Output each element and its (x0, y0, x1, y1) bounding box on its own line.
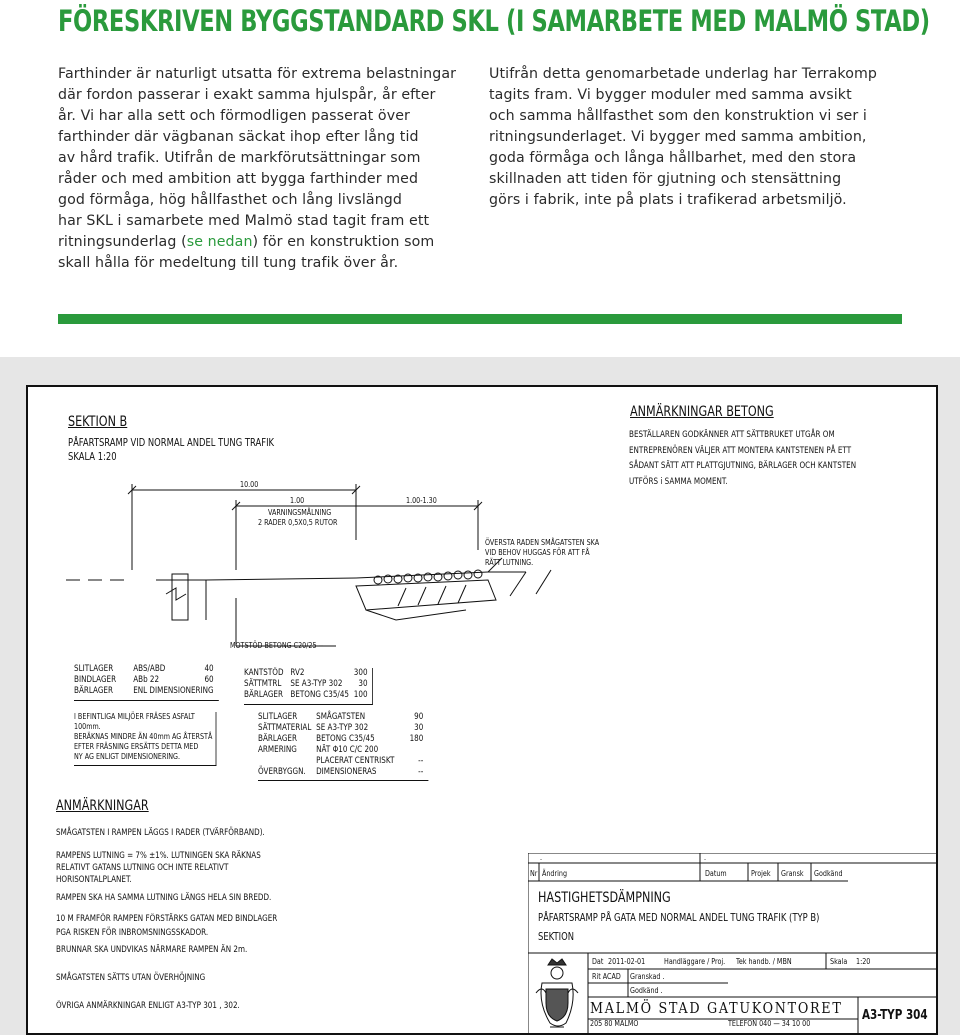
table-row (258, 767, 428, 778)
intro-left-text (58, 64, 478, 274)
table-row (258, 745, 428, 756)
tb-rit-label: Rit ACAD (592, 972, 621, 981)
spec-table-ramp (258, 712, 428, 781)
spec-label: ARMERING (258, 745, 297, 755)
spec-label: BÄRLAGER (74, 686, 113, 696)
tb-dot: . (704, 853, 707, 862)
note-line: RELATIVT GATANS LUTNING OCH INTE RELATIVT (56, 863, 229, 873)
note-line: HORISONTALPLANET. (56, 875, 132, 885)
spec-thickness: 30 (414, 723, 424, 733)
milling-notes (74, 712, 216, 766)
betong-notes-title: ANMÄRKNINGAR BETONG (630, 404, 774, 420)
section-scale: SKALA 1:20 (68, 451, 117, 463)
table-row (258, 723, 428, 734)
green-divider (58, 314, 902, 324)
intro-line (58, 232, 478, 253)
see-below-link[interactable]: se nedan (186, 234, 253, 250)
spec-material: RV2 (290, 668, 305, 678)
tb-drawing-code: A3-TYP 304 (862, 1008, 928, 1023)
note-line: ENTREPRENÖREN VÄLJER ATT MONTERA KANTSTENEN PÅ ETT (629, 445, 852, 456)
spec-material: SE A3-TYP 302 (290, 679, 343, 689)
spec-thickness: 30 (358, 679, 368, 689)
note-line: 10 M FRAMFÖR RAMPEN FÖRSTÄRKS GATAN MED BINDLAGER (56, 914, 278, 924)
spec-label: SLITLAGER (74, 664, 114, 674)
intro-line: god förmåga, hög hållfasthet och lång livslängd (58, 192, 403, 208)
tb-nr: Nr (530, 869, 538, 878)
tb-address: 205 80 MALMÖ (590, 1019, 639, 1028)
intro-line: Farthinder är naturligt utsatta för extrema belastningar (58, 66, 457, 82)
tb-skala-value: 1:20 (856, 957, 871, 966)
table-row (258, 756, 428, 767)
section-title: SEKTION B (68, 414, 128, 430)
spec-thickness: 100 (353, 690, 368, 700)
tb-andring: Ändring (542, 869, 568, 878)
intro-line: där fordon passerar i exakt samma hjulspår, år efter (58, 87, 436, 103)
dim-10m: 10.00 (240, 480, 259, 489)
intro-line: råder och med ambition att bygga farthinder med (58, 171, 419, 187)
note-line: ÖVERSTA RADEN SMÅGATSTEN SKA (485, 538, 600, 547)
spec-material: BETONG C35/45 (316, 734, 375, 744)
intro-line: goda förmåga och långa hållbarhet, med den stora (489, 150, 857, 166)
note-line: I BEFINTLIGA MILJÖER FRÄSES ASFALT (74, 712, 195, 721)
intro-line: farthinder där vägbanan säckat ihop efter lång tid (58, 129, 419, 145)
note-line: PGA RISKEN FÖR INBROMSNINGSSKADOR. (56, 928, 209, 938)
tb-gransk: Gransk (781, 869, 804, 878)
note-line: UTFÖRS i SAMMA MOMENT. (629, 476, 728, 487)
spec-material: SE A3-TYP 302 (316, 723, 369, 733)
coat-of-arms-icon (536, 959, 578, 1027)
notes-line-1: SMÅGATSTEN I RAMPEN LÄGGS I RADER (TVÄRFÖRBAND). (56, 828, 265, 838)
note-line: NY AG ENLIGT DIMENSIONERING. (74, 752, 181, 761)
note-line: VID BEHOV HUGGAS FÖR ATT FÅ (485, 548, 590, 557)
tb-godkand: Godkänd (814, 869, 843, 878)
notes-block-slope (56, 850, 261, 886)
note-line: RÄTT LUTNING. (485, 558, 534, 567)
page-heading: FÖRESKRIVEN BYGGSTANDARD SKL (I SAMARBETE MED MALMÖ STAD) (58, 4, 930, 38)
tb-datum: Datum (705, 869, 727, 878)
intro-line: skall hålla för medeltung till tung trafik över år. (58, 255, 399, 271)
notes-title: ANMÄRKNINGAR (56, 798, 149, 814)
table-row (244, 690, 372, 701)
spec-material: ABS/ABD (133, 664, 166, 674)
spec-thickness: -- (418, 767, 424, 777)
tb-dat-label: Dat (592, 957, 604, 966)
spec-material: BETONG C35/45 (290, 690, 349, 700)
spec-material: SMÅGATSTEN (316, 712, 366, 722)
tb-skala-label: Skala (830, 957, 848, 966)
spec-label (258, 756, 316, 767)
table-row (74, 675, 218, 686)
table-row (74, 686, 218, 697)
spec-label: BINDLAGER (74, 675, 117, 685)
spec-label: SÄTTMATERIAL (258, 723, 312, 733)
tb-sektion: SEKTION (538, 931, 574, 943)
note-line: 100mm. (74, 722, 101, 731)
intro-line: har SKL i samarbete med Malmö stad tagit fram ett (58, 213, 430, 229)
tb-telephone: TELEFON 040 — 34 10 00 (728, 1019, 811, 1028)
table-row (258, 734, 428, 745)
tb-handl-value: Tek handb. / MBN (736, 957, 792, 966)
varning-rows: 2 RADER 0,5X0,5 RUTOR (258, 518, 338, 527)
tb-dat-value: 2011-02-01 (608, 957, 646, 966)
spec-label: BÄRLAGER (258, 734, 297, 744)
intro-line: skillnaden att tiden för gjutning och stensättning (489, 171, 842, 187)
spec-thickness: 300 (353, 668, 368, 678)
notes-line-5: RAMPEN SKA HA SAMMA LUTNING LÄNGS HELA SIN BREDD. (56, 893, 272, 903)
tb-organization: MALMÖ STAD GATUKONTORET (590, 999, 843, 1017)
tb-granskad: Granskad . (630, 972, 665, 981)
notes-line-10: ÖVRIGA ANMÄRKNINGAR ENLIGT A3-TYP 301 , 302. (56, 1001, 240, 1011)
spec-thickness: 60 (204, 675, 214, 685)
notes-line-9: SMÅGATSTEN SÄTTS UTAN ÖVERHÖJNING (56, 973, 206, 983)
spec-material: PLACERAT CENTRISKT (316, 756, 395, 766)
tb-handl-label: Handläggare / Proj. (664, 957, 726, 966)
spec-label: ÖVERBYGGN. (258, 767, 306, 777)
spec-material: ABb 22 (133, 675, 160, 685)
varning-label: VARNINGSMÅLNING (268, 508, 332, 517)
table-row (244, 668, 372, 679)
spec-thickness: 40 (204, 664, 214, 674)
intro-right-text (489, 64, 909, 211)
intro-line: görs i fabrik, inte på plats i trafikerad arbetsmiljö. (489, 192, 847, 208)
notes-line-8: BRUNNAR SKA UNDVIKAS NÄRMARE RAMPEN ÄN 2m. (56, 945, 248, 955)
tb-godkand2: Godkänd . (630, 986, 663, 995)
note-line: RAMPENS LUTNING = 7% ±1%. LUTNINGEN SKA RÄKNAS (56, 851, 261, 861)
tb-dot: . (540, 853, 543, 862)
table-row (74, 664, 218, 675)
notes-block-bind (56, 912, 277, 940)
spec-table-road (74, 664, 218, 701)
motstod-label: MOTSTÖD BETONG C20/25 -- (230, 641, 324, 650)
spec-material: NÄT Φ10 C/C 200 (316, 745, 379, 755)
intro-line: och samma hållfasthet som den konstruktion vi ser i (489, 108, 867, 124)
spec-label: SÄTTMTRL (244, 679, 282, 689)
intro-line: år. Vi har alla sett och förmodligen passerat över (58, 108, 410, 124)
spec-label: BÄRLAGER (244, 690, 283, 700)
intro-text: ritningsunderlag ( (58, 234, 187, 250)
spec-thickness: 180 (409, 734, 424, 744)
spec-thickness: -- (418, 756, 424, 766)
tb-title: HASTIGHETSDÄMPNING (538, 890, 671, 906)
intro-line: Utifrån detta genomarbetade underlag har Terrakomp (489, 66, 878, 82)
spec-thickness: 90 (414, 712, 424, 722)
intro-line: av hård trafik. Utifrån de markförutsättningar som (58, 150, 421, 166)
table-row (258, 712, 428, 723)
section-subtitle: PÅFARTSRAMP VID NORMAL ANDEL TUNG TRAFIK (68, 437, 275, 449)
spec-thickness (401, 745, 428, 756)
table-row (244, 679, 372, 690)
spec-material: ENL DIMENSIONERING (133, 686, 214, 696)
note-line: BERÄKNAS MINDRE ÄN 40mm AG ÅTERSTÅ (74, 732, 213, 741)
dim-1m: 1.00 (290, 496, 305, 505)
spec-label: KANTSTÖD (244, 668, 284, 678)
betong-notes (629, 428, 856, 490)
intro-line: tagits fram. Vi bygger moduler med samma avsikt (489, 87, 852, 103)
spec-material: DIMENSIONERAS (316, 767, 377, 777)
oversta-note (485, 538, 599, 568)
intro-line: ritningsunderlaget. Vi bygger med samma ambition, (489, 129, 867, 145)
spec-table-curb (244, 668, 373, 705)
spec-label: SLITLAGER (258, 712, 298, 722)
dim-1m-1-3m: 1.00-1.30 (406, 496, 437, 505)
note-line: BESTÄLLAREN GODKÄNNER ATT SÄTTBRUKET UTGÅR OM (629, 430, 835, 440)
tb-projek: Projek (751, 869, 771, 878)
note-line: SÅDANT SÄTT ATT PLATTGJUTNING, BÄRLAGER OCH KANTSTEN (629, 461, 857, 471)
tb-subtitle: PÅFARTSRAMP PÅ GATA MED NORMAL ANDEL TUNG TRAFIK (TYP B) (538, 912, 820, 924)
intro-text: ) för en konstruktion som (252, 234, 435, 250)
note-line: EFTER FRÄSNING ERSÄTTS DETTA MED (74, 742, 199, 751)
